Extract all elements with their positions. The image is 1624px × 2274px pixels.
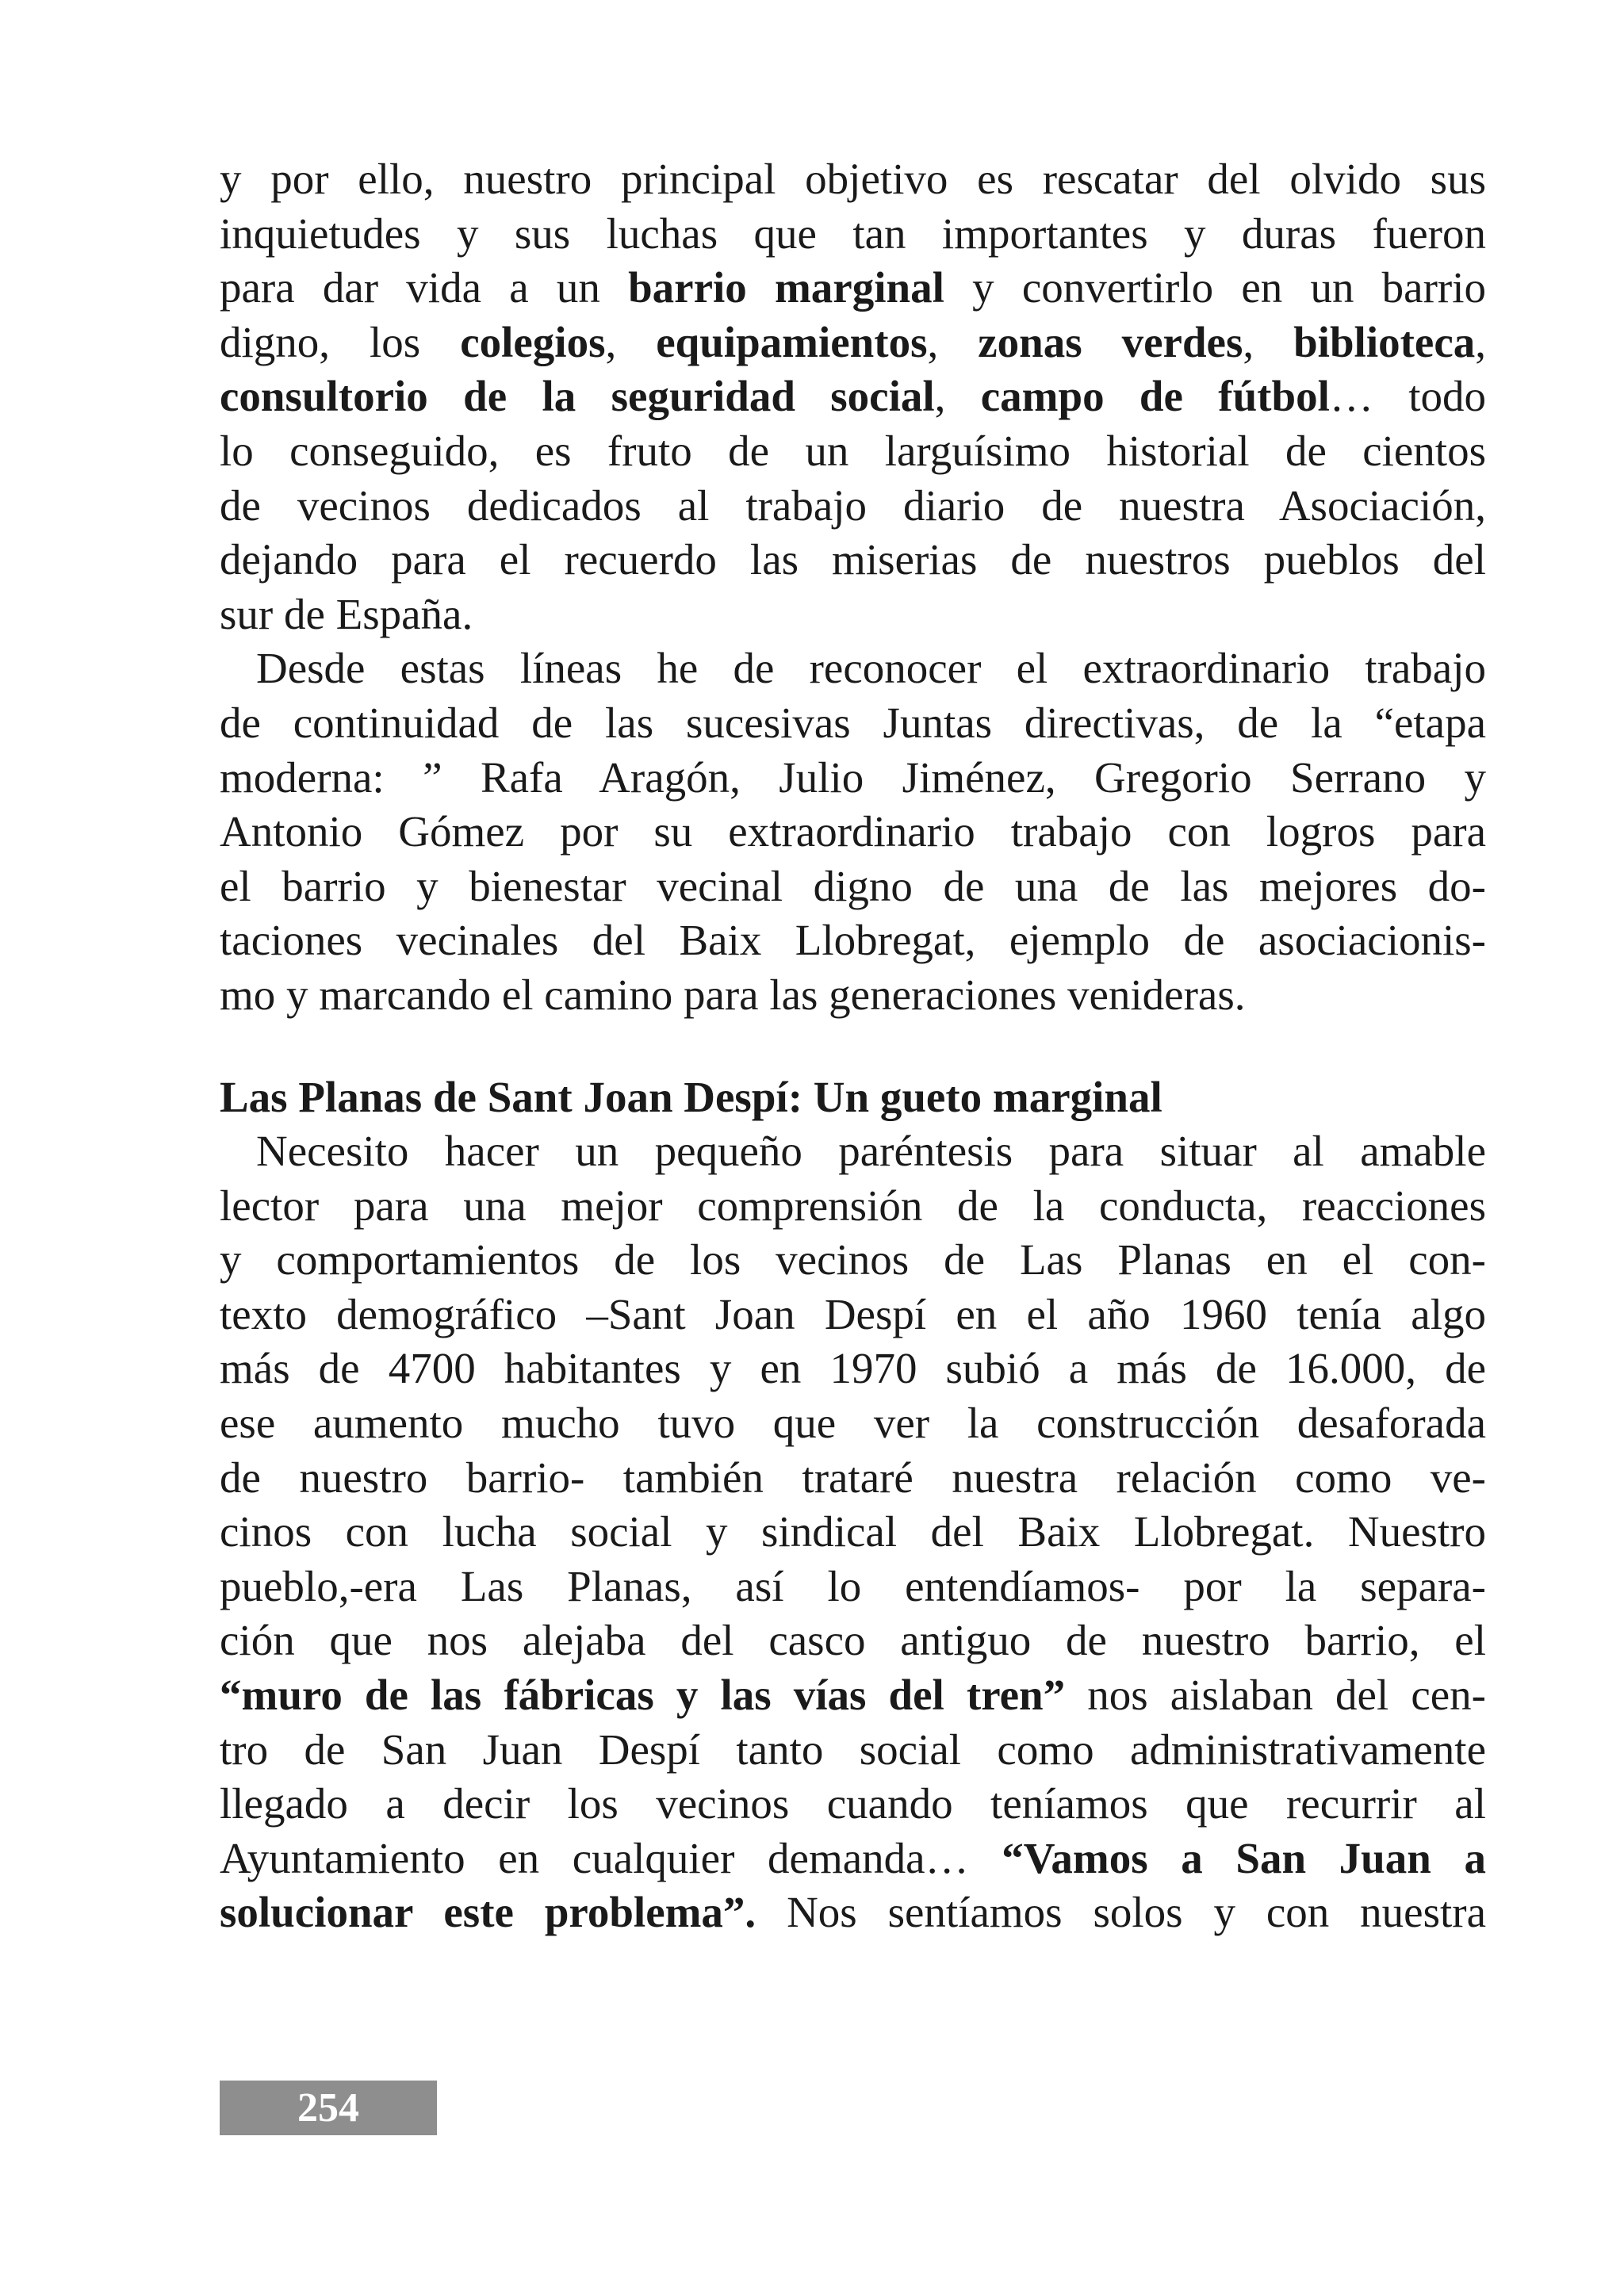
text-line: mo y marcando el camino para las generaciones venideras. — [220, 970, 1246, 1019]
page-number: 254 — [220, 2081, 437, 2135]
text-line: Necesito hacer un pequeño paréntesis para situar al amable — [256, 1127, 1486, 1176]
text-span: , — [934, 372, 981, 421]
text-line: sur de España. — [220, 589, 473, 638]
text-line: llegado a decir los vecinos cuando teníamos que recurrir al — [220, 1779, 1486, 1828]
text-span: y convertirlo en un barrio — [944, 263, 1486, 312]
bold-text: campo de fútbol — [980, 372, 1330, 421]
bold-text: consultorio de la seguridad social — [220, 372, 935, 421]
section-heading: Las Planas de Sant Joan Despí: Un gueto marginal — [220, 1072, 1162, 1121]
bold-text: “muro de las fábricas y las vías del tren” — [220, 1671, 1066, 1720]
text-line: dejando para el recuerdo las miserias de nuestros pueblos del — [220, 535, 1486, 584]
text-line — [220, 369, 1486, 424]
bold-text: biblioteca — [1293, 317, 1476, 366]
text-span: , — [1243, 317, 1294, 366]
text-line: ese aumento mucho tuvo que ver la construcción desaforada — [220, 1399, 1486, 1448]
text-line: Desde estas líneas he de reconocer el extraordinario trabajo — [256, 644, 1486, 693]
text-span: … todo — [1329, 372, 1487, 421]
text-span: nos aislaban del cen- — [1065, 1671, 1486, 1720]
bold-text: colegios — [460, 317, 606, 366]
text-line — [220, 1885, 1486, 1940]
bold-text: zonas verdes — [978, 317, 1243, 366]
text-line: lector para una mejor comprensión de la conducta, reacciones — [220, 1181, 1486, 1230]
bold-text: “Vamos a San Juan a — [1002, 1833, 1486, 1882]
text-line: más de 4700 habitantes y en 1970 subió a más de 16.000, de — [220, 1344, 1486, 1393]
page-text — [220, 152, 1486, 1940]
text-span: , — [927, 317, 979, 366]
text-line — [220, 316, 1486, 370]
text-line: inquietudes y sus luchas que tan importantes y duras fueron — [220, 209, 1486, 258]
text-line: de vecinos dedicados al trabajo diario de nuestra Asociación, — [220, 480, 1486, 530]
text-line — [220, 1832, 1486, 1886]
text-span: Nos sentíamos solos y con nuestra — [756, 1888, 1486, 1937]
section-gap — [220, 1023, 1486, 1070]
text-span: , — [1475, 317, 1487, 366]
text-line: ción que nos alejaba del casco antiguo de nuestro barrio, el — [220, 1616, 1486, 1665]
text-line: texto demográfico –Sant Joan Despí en el año 1960 tenía algo — [220, 1289, 1486, 1338]
text-line: y comportamientos de los vecinos de Las Planas en el con- — [220, 1235, 1486, 1284]
text-line: y por ello, nuestro principal objetivo es rescatar del olvido sus — [220, 155, 1486, 203]
text-line: cinos con lucha social y sindical del Baix Llobregat. Nuestro — [220, 1507, 1486, 1556]
text-line: de nuestro barrio- también trataré nuestra relación como ve- — [220, 1453, 1486, 1502]
text-line — [220, 261, 1486, 316]
text-line: de continuidad de las sucesivas Juntas directivas, de la “etapa — [220, 698, 1486, 747]
text-span: digno, los — [220, 317, 461, 366]
text-line: lo conseguido, es fruto de un larguísimo historial de cientos — [220, 426, 1486, 475]
text-line: pueblo,-era Las Planas, así lo entendíamos- por la separa- — [220, 1561, 1486, 1610]
bold-text: equipamientos — [656, 317, 928, 366]
text-line — [220, 1668, 1486, 1723]
text-span: para dar vida a un — [220, 263, 629, 312]
bold-text: solucionar este problema”. — [220, 1888, 756, 1937]
text-line: Antonio Gómez por su extraordinario trabajo con logros para — [220, 807, 1486, 856]
text-line: el barrio y bienestar vecinal digno de una de las mejores do- — [220, 861, 1486, 910]
text-line: moderna: ” Rafa Aragón, Julio Jiménez, Gregorio Serrano y — [220, 752, 1486, 802]
bold-text: barrio marginal — [628, 263, 944, 312]
text-span: , — [605, 317, 657, 366]
text-line: tro de San Juan Despí tanto social como administrativamente — [220, 1725, 1486, 1774]
text-span: Ayuntamiento en cualquier demanda… — [220, 1833, 1002, 1882]
text-line: taciones vecinales del Baix Llobregat, ejemplo de asociacionis- — [220, 916, 1486, 965]
